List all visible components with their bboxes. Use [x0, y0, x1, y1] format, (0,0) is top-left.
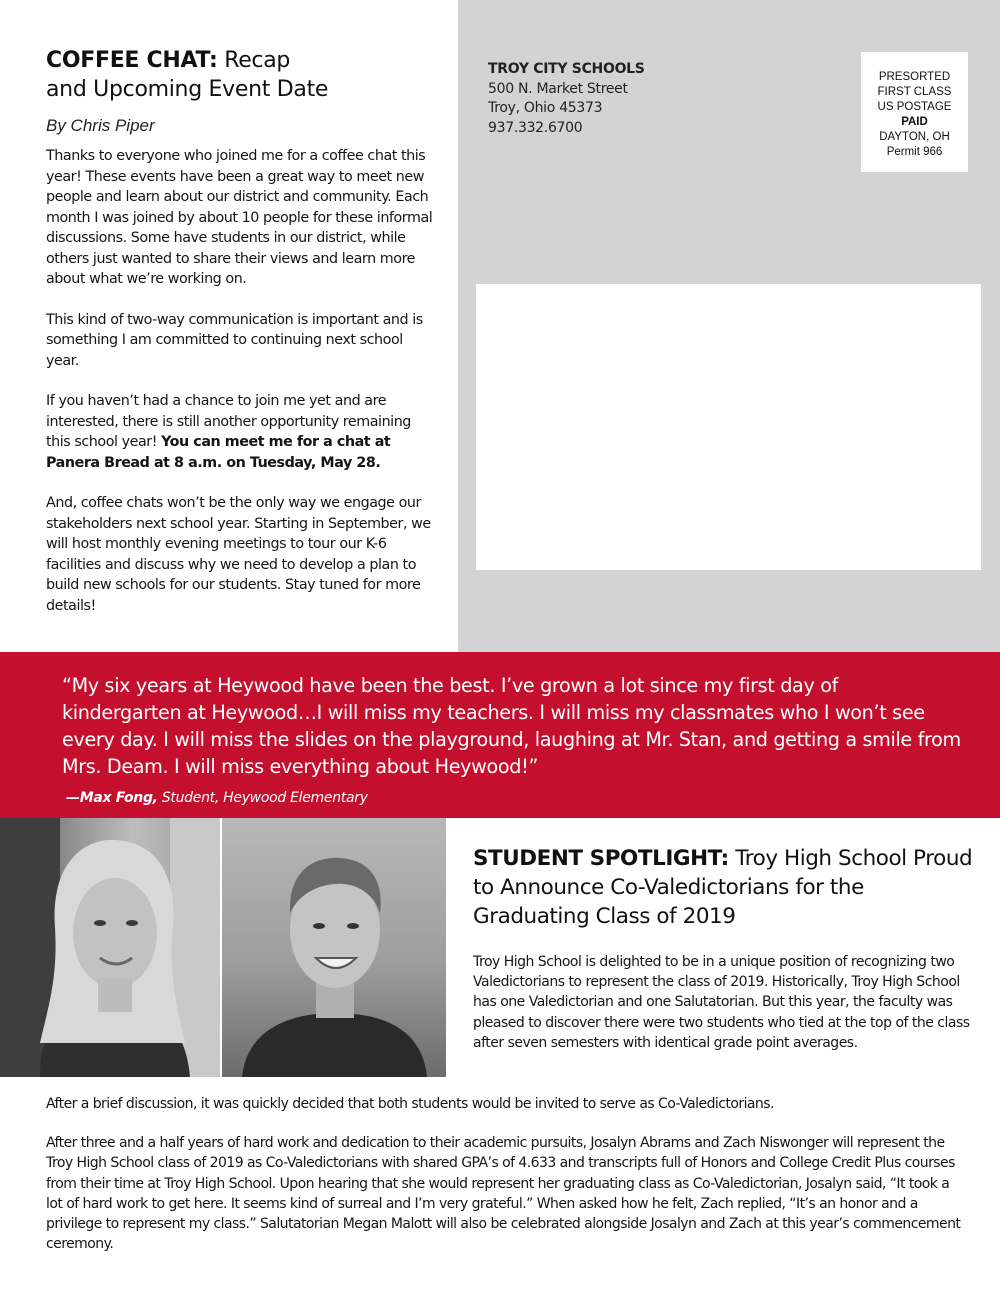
coffee-chat-paragraph-2: This kind of two-way communication is important and is something I am committed to continuing next school year. [46, 311, 423, 369]
student-spotlight-title: STUDENT SPOTLIGHT: Troy High School Proud to Announce Co-Valedictorians for the Graduating Class of 2019 [473, 846, 973, 929]
spotlight-paragraph-2: After a brief discussion, it was quickly decided that both students would be invited to serve as Co-Valedictorians. [46, 1096, 774, 1112]
return-address-city: Troy, Ohio 45373 [488, 100, 603, 116]
coffee-chat-byline: By Chris Piper [46, 116, 155, 135]
student-spotlight-article [473, 844, 973, 1053]
event-date-highlight: You can meet me for a chat at Panera Bread at 8 a.m. on Tuesday, May 28. [46, 434, 391, 471]
coffee-chat-paragraph-3: If you haven’t had a chance to join me yet and are interested, there is still another opportunity remaining this school year! You can meet me for a chat at Panera Bread at 8 a.m. on Tuesday, May 28. [46, 393, 411, 471]
quote-attribution: —Max Fong, Student, Heywood Elementary [66, 790, 368, 806]
quote-banner [0, 652, 1000, 818]
coffee-chat-paragraph-1: Thanks to everyone who joined me for a coffee chat this year! These events have been a great way to meet new people and learn about our district and community. Each month I was joined by about 10 people for these informal discussions. Some have students in our district, while others just wanted to share their views and learn more about what we’re working on. [46, 148, 433, 287]
return-address-street: 500 N. Market Street [488, 80, 628, 97]
mailing-panel [458, 0, 1000, 652]
coffee-chat-article [46, 46, 436, 636]
quote-text: “My six years at Heywood have been the best. I’ve grown a lot since my first day of kindergarten at Heywood…I will miss my teachers. I will miss my classmates who I won’t see every day. I will miss the slides on the playground, laughing at Mr. Stan, and getting a smile from Mrs. Deam. I will miss everything about Heywood!” [62, 674, 961, 778]
return-address [488, 60, 645, 138]
coffee-chat-title: COFFEE CHAT: Recap and Upcoming Event Date [46, 48, 329, 102]
portrait-boy-illustration [222, 818, 446, 1077]
portrait-girl-illustration [0, 818, 220, 1077]
student-photo-boy [222, 818, 446, 1077]
student-spotlight-paragraph-1: Troy High School is delighted to be in a unique position of recognizing two Valedictorians to represent the class of 2019. Historically, Troy High School has one Valedictorian and one Salutatorian. But this year, the faculty was pleased to discover there were two students who tied at the top of the class after seven semesters with identical grade point averages. [473, 954, 970, 1051]
coffee-chat-paragraph-4: And, coffee chats won’t be the only way we engage our stakeholders next school year. Starting in September, we will host monthly evening meetings to tour our K-6 facilities and discuss why we need to develop a plan to build new schools for our students. Stay tuned for more details! [46, 495, 431, 614]
address-label-area [476, 284, 981, 570]
return-address-org: TROY CITY SCHOOLS [488, 61, 645, 77]
return-address-phone: 937.332.6700 [488, 119, 583, 136]
student-photo-girl [0, 818, 220, 1077]
student-spotlight-continued [46, 1094, 961, 1273]
spotlight-paragraph-3: After three and a half years of hard work and dedication to their academic pursuits, Josalyn Abrams and Zach Niswonger will represent the Troy High School class of 2019 as Co-Valedictorians with shared GPA’s of 4.633 and transcripts full of Honors and College Credit Plus courses from their time at Troy High School. Upon hearing that she would represent her graduating class as Co-Valedictorian, Josalyn said, “It took a lot of hard work to get here. It seems kind of surreal and I’m very grateful.” When asked how he felt, Zach replied, “It’s an honor and a privilege to represent my class.” Salutatorian Megan Malott will also be celebrated alongside Josalyn and Zach at this year’s commencement ceremony. [46, 1135, 961, 1253]
postage-indicia: PRESORTED FIRST CLASS US POSTAGE PAID DAYTON, OH Permit 966 [861, 52, 968, 172]
